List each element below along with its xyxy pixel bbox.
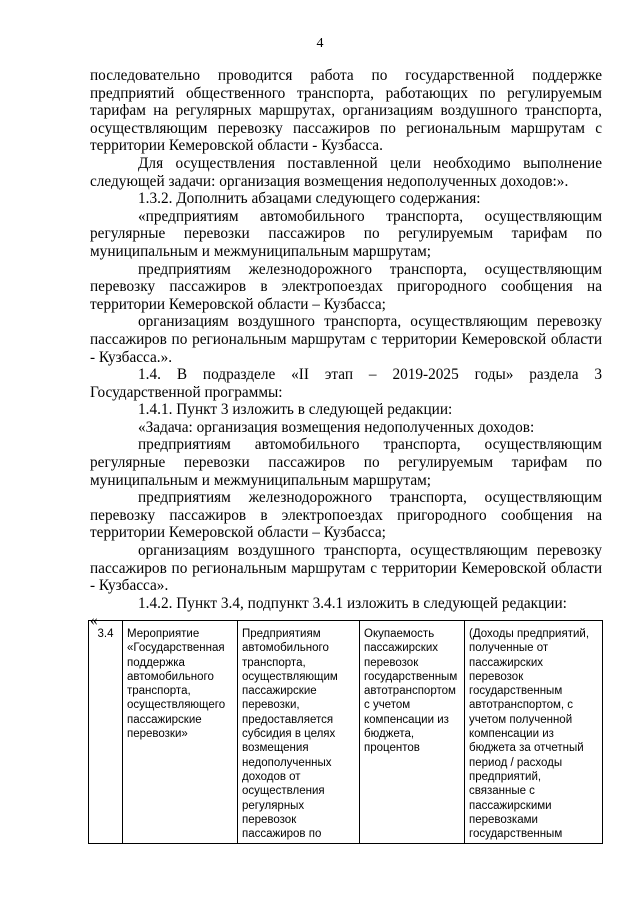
table-row (89, 621, 603, 844)
paragraph: 1.4. В подразделе «II этап – 2019-2025 годы» раздела 3 Государственной программы: (90, 366, 602, 401)
paragraph: «предприятиям автомобильного транспорта, осуществляющим регулярные перевозки пассажиров по регулируемым тарифам по муниципальным и межмуниципальным маршрутам; (90, 207, 602, 260)
table-cell-description: Предприятиям автомобильного транспорта, осуществляющим пассажирские перевозки, предоставляется субсидия в целях возмещения недополученных доходов от осуществления регулярных перевозок пассажиров по (238, 621, 360, 844)
paragraph: предприятиям железнодорожного транспорта, осуществляющим перевозку пассажиров в электропоездах пригородного сообщения на территории Кемеровской области – Кузбасса; (90, 260, 602, 313)
paragraph: последовательно проводится работа по государственной поддержке предприятий общественного транспорта, работающих по регулируемым тарифам на регулярных маршрутах, организациям воздушного транспорта, осуществляющим перевозку пассажиров по региональным маршрутам с территории Кемеровской области - Кузбасса. (90, 67, 602, 155)
paragraph: организациям воздушного транспорта, осуществляющим перевозку пассажиров по региональным маршрутам с территории Кемеровской области - Кузбасса.». (90, 313, 602, 366)
paragraph: предприятиям автомобильного транспорта, осуществляющим регулярные перевозки пассажиров по регулируемым тарифам по муниципальным и межмуниципальным маршрутам; (90, 436, 602, 489)
table-cell-number: 3.4 (89, 621, 123, 844)
paragraph: организациям воздушного транспорта, осуществляющим перевозку пассажиров по региональным маршрутам с территории Кемеровской области - Кузбасса». (90, 542, 602, 595)
table-cell-event: Мероприятие «Государственная поддержка автомобильного транспорта, осуществляющего пассажирские перевозки» (123, 621, 238, 844)
page-number: 4 (316, 36, 324, 51)
table-cell-formula: (Доходы предприятий, полученные от пассажирских перевозок государственным автотранспортом, с учетом полученной компенсации из бюджета за отчетный период / расходы предприятий, связанные с пассажирскими перевозками государственным (465, 621, 603, 844)
quote-open-mark: « (90, 612, 98, 630)
paragraph: «Задача: организация возмещения недополученных доходов: (138, 418, 535, 436)
body-text (90, 67, 602, 630)
paragraph: 1.3.2. Дополнить абзацами следующего содержания: (138, 190, 481, 208)
paragraph: 1.4.1. Пункт 3 изложить в следующей редакции: (138, 401, 453, 419)
paragraph: предприятиям железнодорожного транспорта, осуществляющим перевозку пассажиров в электропоездах пригородного сообщения на территории Кемеровской области – Кузбасса; (90, 489, 602, 542)
table-cell-indicator: Окупаемость пассажирских перевозок государственным автотранспортом с учетом компенсации из бюджета, процентов (360, 621, 465, 844)
paragraph: Для осуществления поставленной цели необходимо выполнение следующей задачи: организация возмещения недополученных доходов:». (90, 154, 602, 190)
paragraph: 1.4.2. Пункт 3.4, подпункт 3.4.1 изложить в следующей редакции: (138, 594, 567, 612)
activity-table (88, 620, 603, 844)
